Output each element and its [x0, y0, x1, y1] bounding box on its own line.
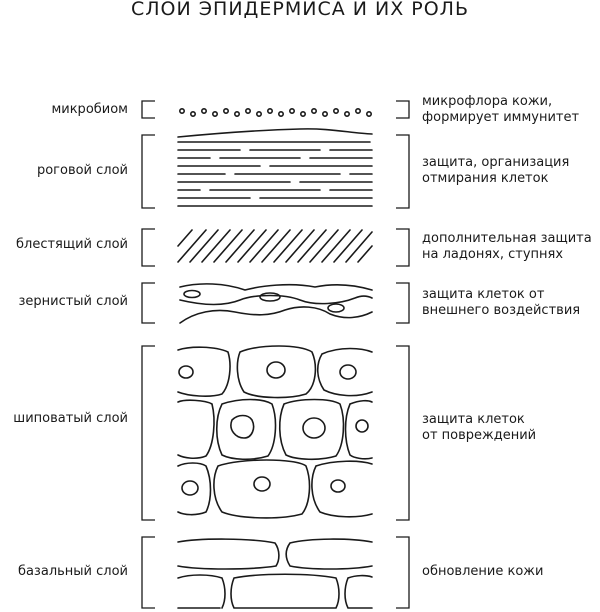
bracket-left-corneum — [142, 135, 155, 208]
role-granulosum-line2: внешнего воздействия — [422, 303, 581, 318]
brackets — [142, 101, 409, 608]
role-granulosum-line1: защита клеток от — [422, 287, 545, 302]
bracket-right-spinosum — [396, 346, 409, 520]
role-spinosum-line2: от повреждений — [422, 428, 537, 443]
bracket-left-granulosum — [142, 283, 155, 323]
granulosum-cells — [180, 284, 372, 323]
bracket-right-corneum — [396, 135, 409, 208]
lucidum-hatching — [178, 230, 372, 262]
bracket-left-basale — [142, 537, 155, 608]
microbiome-dots — [180, 109, 371, 116]
spinosum-cells — [178, 346, 372, 518]
role-spinosum-line1: защита клеток — [422, 412, 525, 427]
label-microbiome: микробиом — [51, 102, 128, 117]
bracket-right-lucidum — [396, 229, 409, 266]
role-corneum-line1: защита, организация — [422, 155, 570, 170]
corneum-lines — [178, 129, 372, 206]
role-microbiome-line1: микрофлора кожи, — [422, 94, 553, 109]
role-lucidum-line2: на ладонях, ступнях — [422, 247, 564, 262]
label-stratum-corneum: роговой слой — [36, 163, 128, 178]
role-microbiome-line2: формирует иммунитет — [422, 110, 580, 125]
label-stratum-spinosum: шиповатый слой — [13, 411, 128, 426]
role-lucidum-line1: дополнительная защита — [422, 231, 592, 246]
role-corneum-line2: отмирания клеток — [422, 171, 549, 186]
basale-cells — [178, 539, 372, 608]
label-stratum-granulosum: зернистый слой — [18, 294, 128, 309]
bracket-left-spinosum — [142, 346, 155, 520]
bracket-left-microbiome — [142, 101, 155, 118]
bracket-right-basale — [396, 537, 409, 608]
diagram-title: СЛОИ ЭПИДЕРМИСА И ИХ РОЛЬ — [131, 0, 469, 20]
bracket-right-granulosum — [396, 283, 409, 323]
label-stratum-basale: базальный слой — [17, 564, 128, 579]
label-stratum-lucidum: блестящий слой — [16, 237, 128, 252]
bracket-right-microbiome — [396, 101, 409, 118]
bracket-left-lucidum — [142, 229, 155, 266]
role-basale-line1: обновление кожи — [422, 564, 544, 579]
